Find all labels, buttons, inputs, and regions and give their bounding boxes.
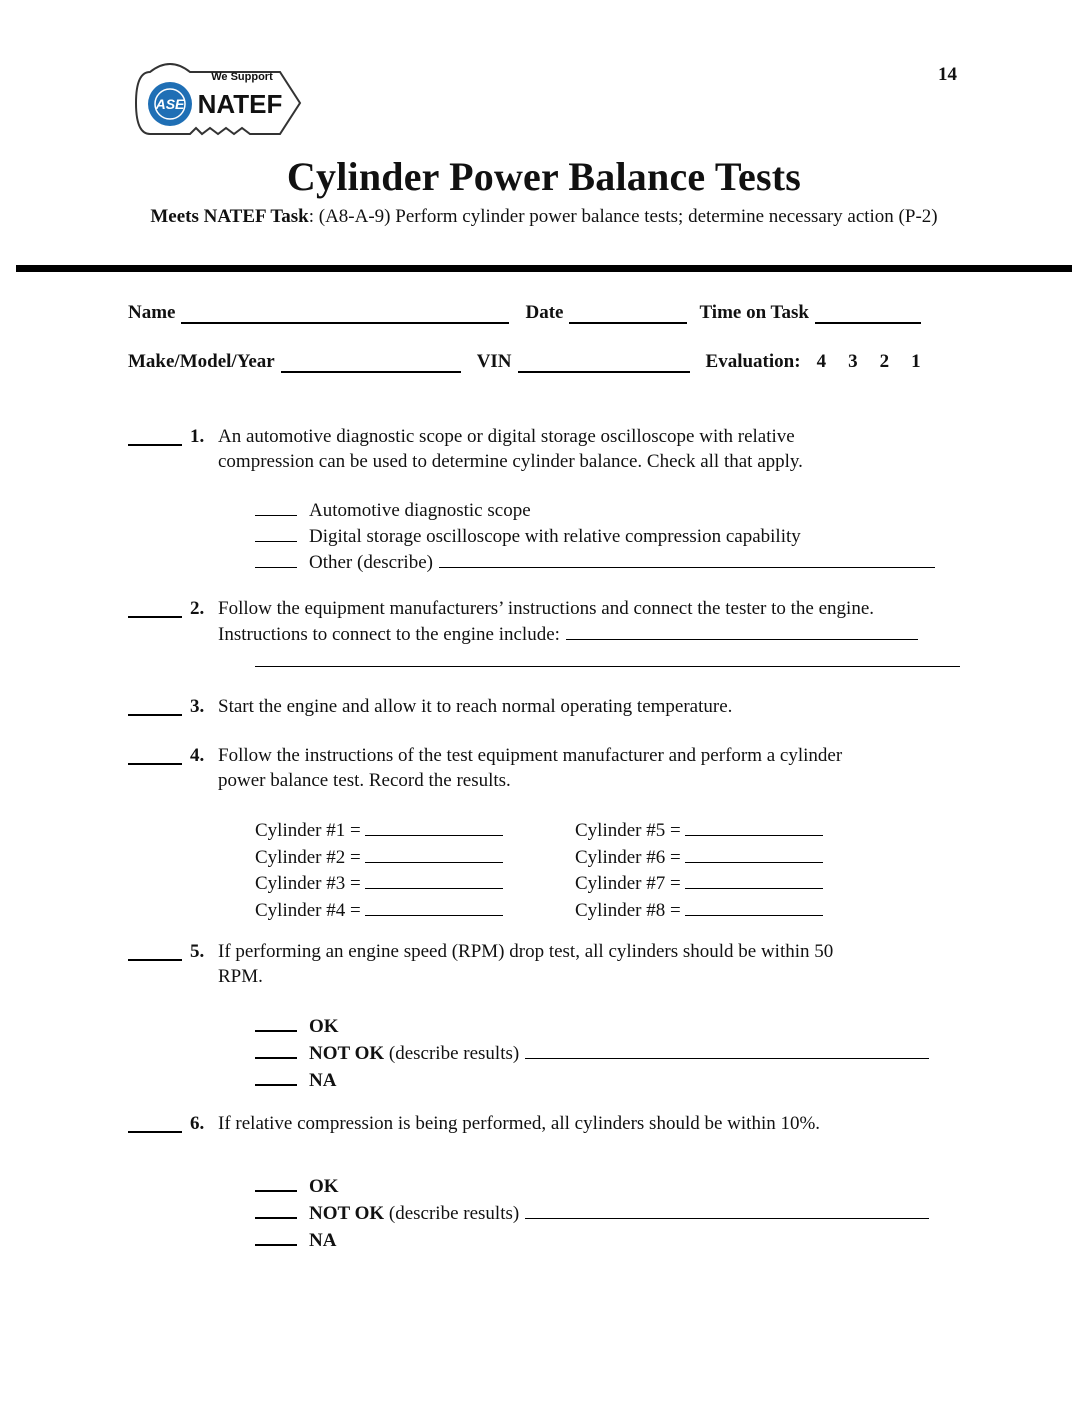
time-on-task-label: Time on Task (699, 302, 809, 323)
option-dso (255, 523, 935, 549)
option-check-blank[interactable] (255, 497, 297, 516)
question-line: RPM. (218, 966, 263, 987)
option-automotive-scope (255, 497, 935, 523)
info-row-2 (128, 351, 921, 373)
not-ok-describe-field[interactable] (525, 1040, 929, 1059)
option-na (255, 1226, 929, 1253)
question-line-text: Instructions to connect to the engine include: (218, 624, 560, 645)
evaluation-score-1[interactable]: 1 (911, 351, 921, 372)
question-5-check-blank[interactable] (128, 959, 182, 961)
option-label: Digital storage oscilloscope with relative compression capability (309, 526, 801, 547)
question-line: If performing an engine speed (RPM) drop test, all cylinders should be within 50 (218, 941, 834, 962)
question-text (218, 743, 842, 793)
task-description (140, 204, 948, 229)
cylinder-column-right (575, 817, 823, 923)
question-6 (128, 1111, 978, 1136)
question-1-options (255, 497, 935, 575)
option-check-blank[interactable] (255, 1226, 297, 1246)
question-2 (128, 596, 978, 646)
question-line: An automotive diagnostic scope or digital storage oscilloscope with relative (218, 426, 795, 447)
page-title: Cylinder Power Balance Tests (286, 154, 802, 199)
question-number: 2. (190, 598, 205, 619)
evaluation-score-4[interactable]: 4 (816, 351, 827, 372)
question-text (218, 694, 732, 719)
question-line: compression can be used to determine cylinder balance. Check all that apply. (218, 451, 803, 472)
question-4-check-blank[interactable] (128, 763, 182, 765)
natef-logo (130, 58, 306, 148)
question-number: 4. (190, 745, 205, 766)
option-label: NA (309, 1070, 337, 1091)
instructions-field[interactable] (566, 621, 918, 640)
option-ok (255, 1012, 929, 1039)
question-4 (128, 743, 978, 793)
option-check-blank[interactable] (255, 1012, 297, 1032)
info-row-1 (128, 302, 921, 324)
option-check-blank[interactable] (255, 1199, 297, 1219)
time-on-task-field[interactable] (815, 302, 921, 324)
question-text (218, 596, 918, 647)
cylinder-6-field[interactable] (685, 844, 823, 863)
option-label: Other (describe) (309, 552, 433, 573)
cylinder-2-field[interactable] (365, 844, 503, 863)
question-line: Follow the equipment manufacturers’ instructions and connect the tester to the engine. (218, 598, 875, 619)
cylinder-7-row (575, 870, 823, 897)
evaluation-score-2[interactable]: 2 (879, 351, 890, 372)
cylinder-2-row (255, 844, 503, 871)
svg-text:ASE: ASE (155, 96, 185, 112)
option-other (255, 549, 935, 575)
page-number: 14 (938, 64, 957, 85)
question-number: 3. (190, 696, 205, 717)
task-text: : (A8-A-9) Perform cylinder power balance tests; determine necessary action (P-2) (308, 206, 938, 227)
key-logo-icon (130, 58, 306, 148)
question-line: Follow the instructions of the test equipment manufacturer and perform a cylinder (218, 745, 843, 766)
evaluation-label: Evaluation: (705, 351, 801, 372)
date-field[interactable] (569, 302, 687, 324)
cylinder-5-field[interactable] (685, 817, 823, 836)
header-divider (16, 265, 1072, 272)
option-label: OK (309, 1016, 339, 1037)
svg-text:NATEF: NATEF (197, 89, 283, 119)
option-label-suffix: (describe results) (384, 1043, 520, 1064)
option-label-suffix: (describe results) (384, 1203, 520, 1224)
task-label: Meets NATEF Task (150, 206, 309, 227)
vin-field[interactable] (518, 351, 690, 373)
option-check-blank[interactable] (255, 523, 297, 542)
cylinder-label: Cylinder #1 = (255, 820, 361, 841)
name-field[interactable] (181, 302, 509, 324)
cylinder-1-row (255, 817, 503, 844)
question-6-check-blank[interactable] (128, 1131, 182, 1133)
cylinder-label: Cylinder #4 = (255, 899, 361, 921)
option-label: OK (309, 1176, 339, 1197)
cylinder-label: Cylinder #5 = (575, 820, 681, 841)
option-label: NA (309, 1230, 337, 1251)
cylinder-label: Cylinder #8 = (575, 899, 681, 921)
question-1-check-blank[interactable] (128, 444, 182, 446)
cylinder-label: Cylinder #6 = (575, 846, 681, 868)
question-3 (128, 694, 978, 719)
cylinder-1-field[interactable] (365, 817, 503, 836)
svg-text:We Support: We Support (211, 71, 273, 83)
question-number: 5. (190, 941, 205, 962)
evaluation-score-3[interactable]: 3 (848, 351, 858, 372)
vin-label: VIN (476, 351, 512, 372)
cylinder-3-field[interactable] (365, 870, 503, 889)
option-not-ok (255, 1199, 929, 1226)
cylinder-3-row (255, 870, 503, 897)
option-check-blank[interactable] (255, 1066, 297, 1086)
question-2-check-blank[interactable] (128, 616, 182, 618)
question-number: 6. (190, 1113, 205, 1134)
question-6-options (255, 1172, 929, 1253)
question-line: Start the engine and allow it to reach normal operating temperature. (218, 696, 733, 717)
option-ok (255, 1172, 929, 1199)
question-1 (128, 424, 978, 474)
option-na (255, 1066, 929, 1093)
option-check-blank[interactable] (255, 1039, 297, 1059)
other-describe-field[interactable] (439, 549, 935, 568)
question-line: If relative compression is being performed, all cylinders should be within 10%. (218, 1113, 821, 1134)
question-number: 1. (190, 426, 205, 447)
question-line (218, 621, 918, 647)
not-ok-describe-field[interactable] (525, 1200, 929, 1219)
date-label: Date (525, 302, 564, 323)
cylinder-5-row (575, 817, 823, 844)
cylinder-label: Cylinder #3 = (255, 873, 361, 894)
question-5 (128, 939, 978, 989)
cylinder-4-row (255, 897, 503, 924)
question-3-check-blank[interactable] (128, 714, 182, 716)
question-line: power balance test. Record the results. (218, 770, 511, 791)
make-model-year-field[interactable] (281, 351, 461, 373)
name-label: Name (128, 302, 176, 323)
option-not-ok (255, 1039, 929, 1066)
cylinder-4-field[interactable] (365, 897, 503, 916)
question-text (218, 424, 803, 474)
cylinder-8-row (575, 897, 823, 924)
instructions-field-line-2[interactable] (255, 666, 960, 667)
question-5-options (255, 1012, 929, 1093)
option-label: Automotive diagnostic scope (309, 500, 531, 521)
option-check-blank[interactable] (255, 549, 297, 568)
cylinder-8-field[interactable] (685, 897, 823, 916)
cylinder-column-left (255, 817, 503, 923)
make-model-year-label: Make/Model/Year (128, 351, 275, 372)
question-text (218, 939, 833, 989)
cylinder-label: Cylinder #7 = (575, 873, 681, 894)
option-check-blank[interactable] (255, 1172, 297, 1192)
cylinder-7-field[interactable] (685, 870, 823, 889)
question-text (218, 1111, 820, 1136)
cylinder-label: Cylinder #2 = (255, 846, 361, 868)
cylinder-6-row (575, 844, 823, 871)
option-label: NOT OK (309, 1203, 385, 1224)
option-label: NOT OK (309, 1043, 385, 1064)
